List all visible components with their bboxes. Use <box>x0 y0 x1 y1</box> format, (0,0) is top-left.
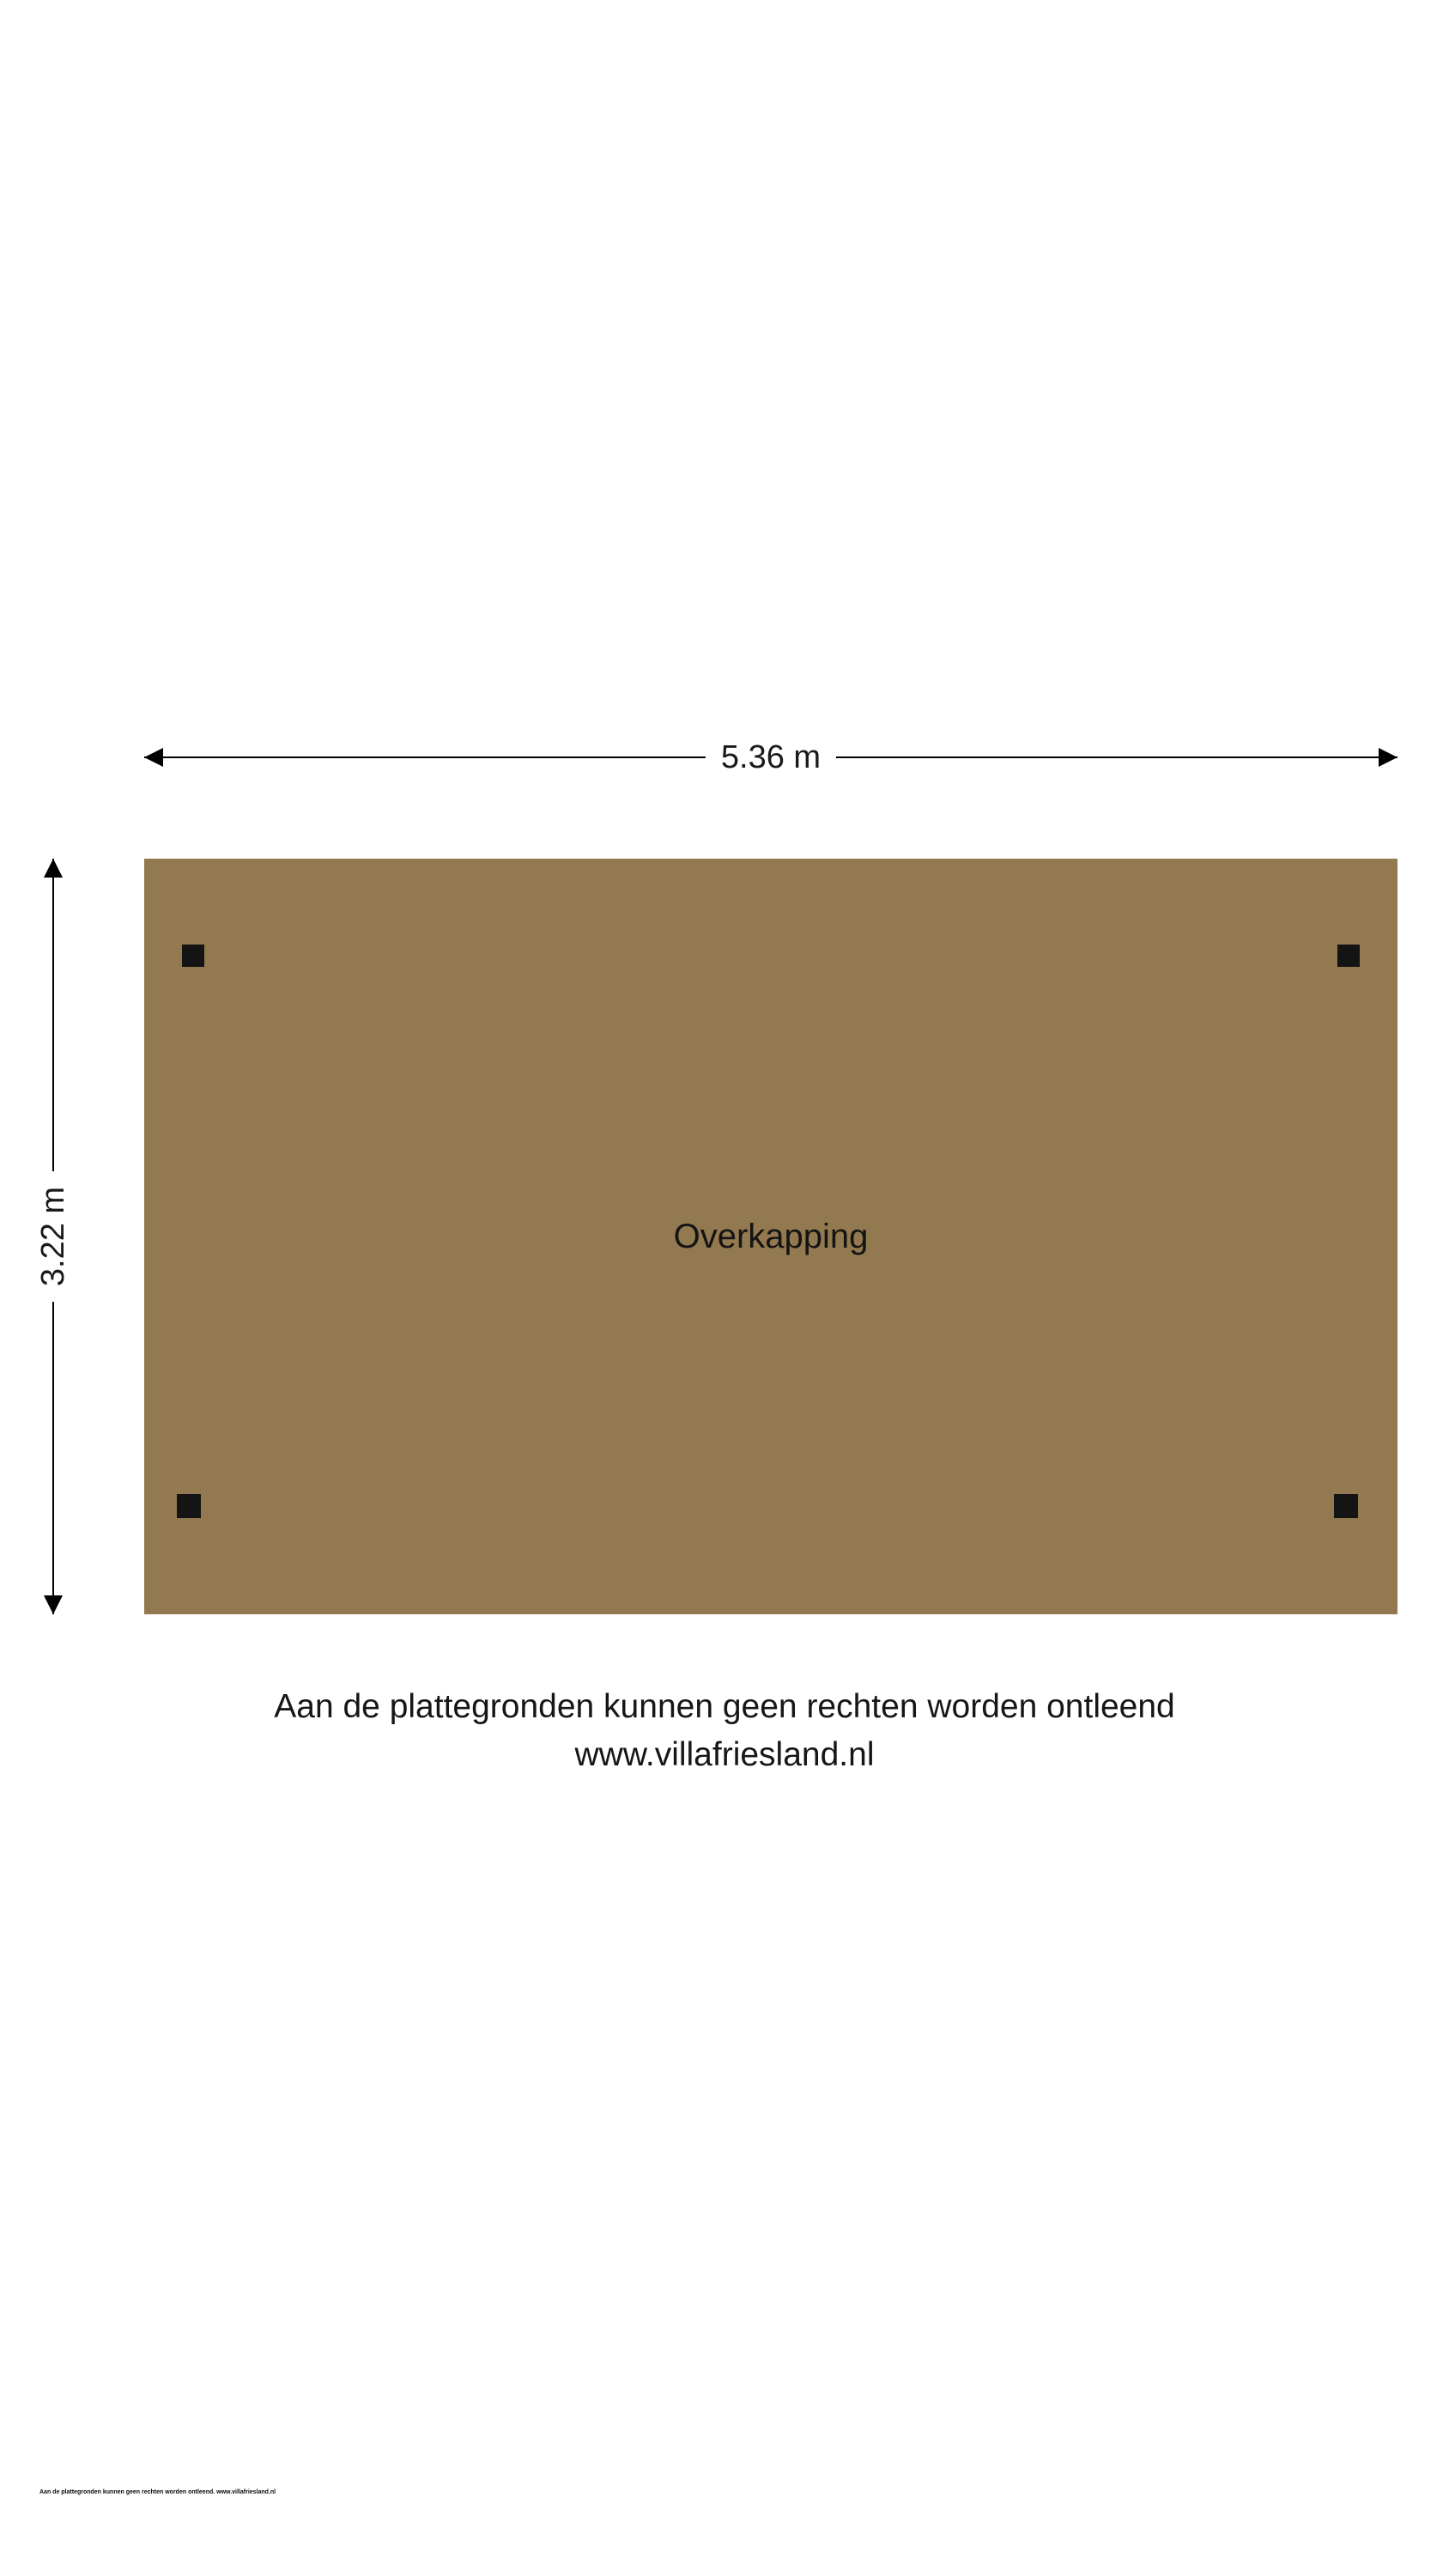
height-dimension-label: 3.22 m <box>29 1171 77 1302</box>
room-label: Overkapping <box>673 1218 869 1255</box>
post-bottom-left <box>177 1494 201 1518</box>
arrow-down-icon <box>44 1595 63 1614</box>
arrow-up-icon <box>44 859 63 878</box>
post-top-left <box>182 945 204 967</box>
disclaimer <box>0 1683 1449 1779</box>
height-dimension <box>36 859 70 1614</box>
arrow-right-icon <box>1379 748 1397 767</box>
disclaimer-line-1: Aan de plattegronden kunnen geen rechten worden ontleend <box>274 1688 1175 1725</box>
width-dimension <box>144 740 1397 775</box>
post-bottom-right <box>1334 1494 1358 1518</box>
disclaimer-website: www.villafriesland.nl <box>574 1736 875 1773</box>
width-dimension-label: 5.36 m <box>706 733 836 781</box>
post-top-right <box>1337 945 1360 967</box>
footer-micro-text: Aan de plattegronden kunnen geen rechten worden ontleend. www.villafriesland.nl <box>39 2489 276 2495</box>
arrow-left-icon <box>144 748 163 767</box>
room-overkapping <box>144 859 1397 1614</box>
